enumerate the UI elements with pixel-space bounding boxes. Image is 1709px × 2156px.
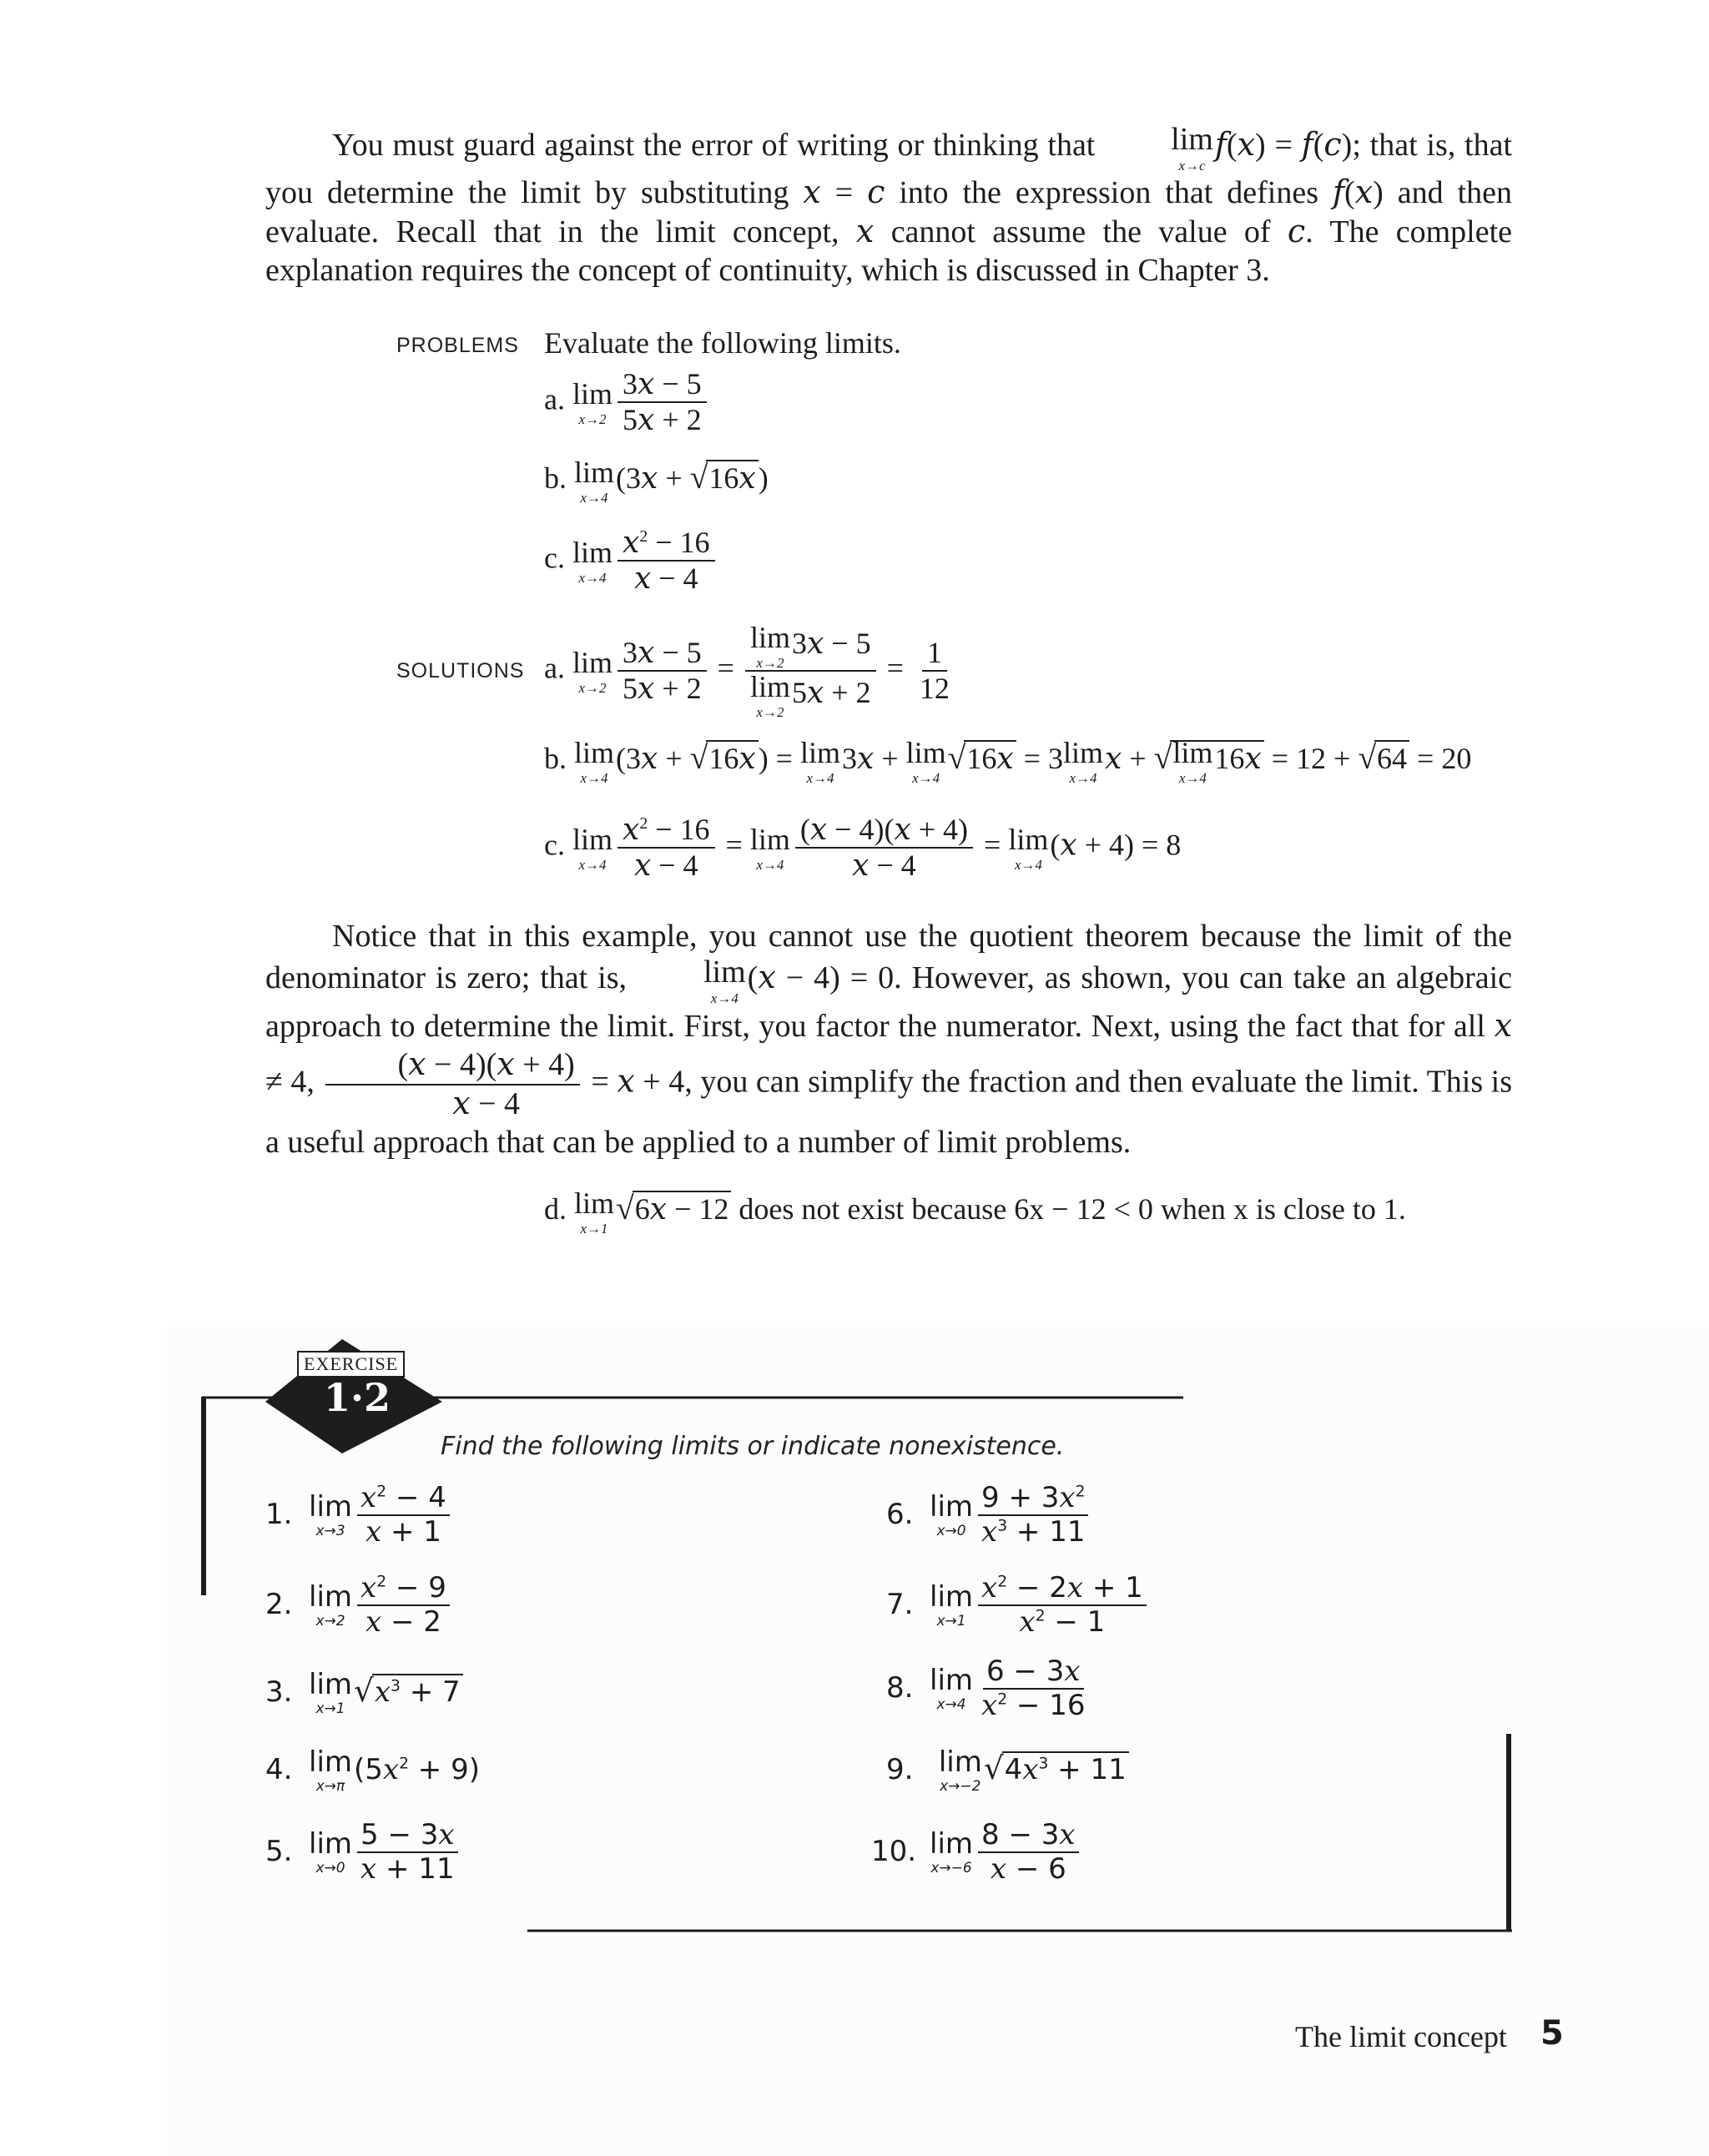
problem-a: a. lim x→2 $\frac{3x - 5}{5x + 2}$ [544,367,710,438]
p1-text-a: You must guard against the error of writing or thinking that [332,128,1096,164]
solution-d: d. lim x→1 √6x − 12 does not exist because 6x − 12 < 0 when x is close to 1. [544,1186,1406,1237]
page-number: 5 [1540,2014,1564,2053]
exercise-item-1: 1. lim x→3 $\frac{x^2 - 4}{x + 1}$ [265,1482,453,1549]
exercise-item-10: 10. lim x→−6 $\frac{8 - 3x}{x - 6}$ [871,1819,1082,1886]
intro-paragraph: You must guard against the error of writing or thinking that lim x→c f(x) = f(c); that is, that you determine the limit by substituting x = c into the expression that defines f(x) and then evaluate. Recall that in the limit concept, x cannot assume the value of c. The complete explanation requires the concept of continuity, which is discussed in Chapter 3. [265,122,1513,288]
exercise-item-8: 8. lim x→4 $\frac{6 - 3x}{x^2 - 16}$ [886,1655,1086,1723]
exercise-item-4: 4. lim x→π $(5x^2 + 9)$ [265,1745,480,1795]
problems-label: PROBLEMS [396,334,519,357]
problem-c: c. lim x→4 $\frac{x^2 - 16}{x - 4}$ [544,526,718,597]
solution-b: b. lim x→4 (3x + √16x) = lim x→4 3x + lim x→4 √16x = 3 lim x→4 x + √ lim x→4 16x = 12 + √64 = 20 [544,736,1472,786]
exercise-tag: EXERCISE [297,1351,405,1378]
solution-c: c. lim x→4 $\frac{x^2 - 16}{x - 4}$ = lim x→4 $\frac{(x - 4)(x + 4)}{x - 4}$ = lim x→4 (x + 4) = 8 [544,813,1182,884]
problems-intro: Evaluate the following limits. [544,326,901,360]
footer-title: The limit concept [1295,2020,1507,2053]
exercise-item-5: 5. lim x→0 $\frac{5 - 3x}{x + 11}$ [265,1819,461,1886]
exercise-item-3: 3. lim x→1 $√x^3 + 7$ [265,1670,463,1716]
limit-expression: lim x→c [1171,122,1213,174]
exercise-item-7: 7. lim x→1 $\frac{x^2 - 2x + 1}{x^2 - 1}$ [886,1572,1150,1639]
exercise-instruction: Find the following limits or indicate nonexistence. [441,1432,1065,1461]
exercise-number: 1·2 [324,1375,391,1420]
exercise-item-2: 2. lim x→2 $\frac{x^2 - 9}{x - 2}$ [265,1572,453,1639]
problem-b: b. lim x→4 (3x + √16x) [544,456,769,506]
solution-a: a. lim x→2 $\frac{3x - 5}{5x + 2}$ = lim x→2 3x − 5 lim x→2 5x + 2 = $\frac{1}{12}$ [544,621,950,720]
solutions-label: SOLUTIONS [396,659,525,683]
exercise-item-9: 9. lim x→−2 $√4x^3 + 11$ [886,1748,1129,1794]
notice-paragraph: Notice that in this example, you cannot use the quotient theorem because the limit of the denominator is zero; that is, lim x→4 (x − 4) = 0. However, as shown, you can take an algebraic approach to determine the limit. First, you factor the numerator. Next, using the fact that for all x ≠ 4, $\frac{(x - 4)(x + 4)}{x - 4}$ = x + 4, you can simplify the fraction and then evaluate the limit. This is a useful approach that can be applied to a number of limit problems. [265,919,1513,1161]
exercise-item-6: 6. lim x→0 $\frac{9 + 3x^2}{x^3 + 11}$ [886,1482,1091,1549]
